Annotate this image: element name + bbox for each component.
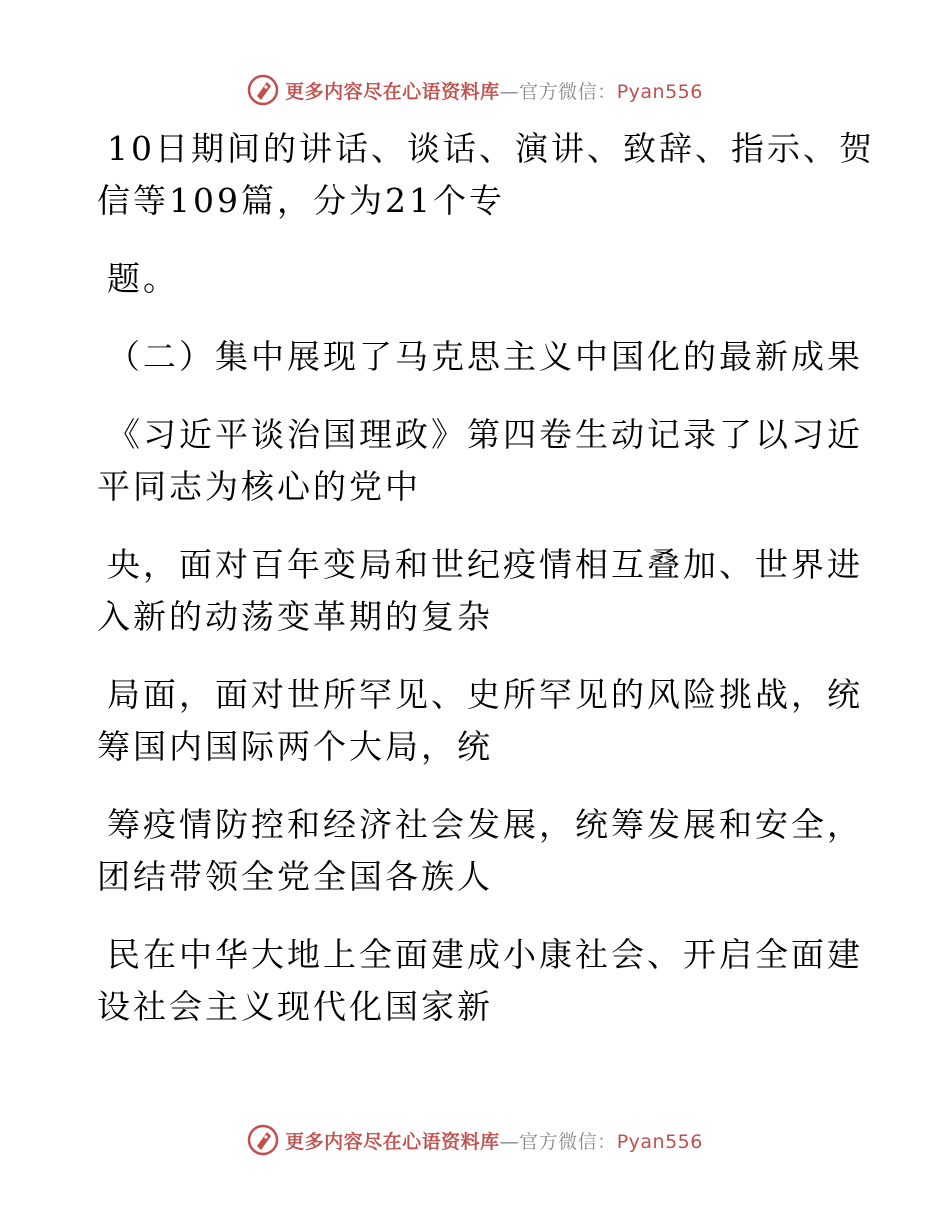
- pen-nib-logo-icon: [247, 74, 279, 106]
- text-line-13: 民在中华大地上全面建成小康社会、开启全面建: [107, 935, 863, 974]
- text-line-3: 题。: [107, 259, 179, 298]
- watermark-text: [285, 1127, 703, 1154]
- text-line-2: 信等109篇，分为21个专: [97, 181, 505, 220]
- watermark-text: [285, 77, 703, 104]
- section-heading: （二）集中展现了马克思主义中国化的最新成果: [107, 337, 863, 376]
- watermark-account: Pyan556: [616, 1130, 703, 1153]
- header-watermark: [0, 70, 950, 110]
- text-line-11: 筹疫情防控和经济社会发展，统筹发展和安全，: [107, 805, 863, 844]
- document-body: [97, 123, 875, 1033]
- watermark-separator: —: [499, 80, 520, 103]
- text-line-7: 央，面对百年变局和世纪疫情相互叠加、世界进: [107, 545, 863, 584]
- text-line-5: 《习近平谈治国理政》第四卷生动记录了以习近: [107, 415, 863, 454]
- text-line-10: 筹国内国际两个大局，统: [97, 727, 493, 766]
- watermark-official-label: 官方微信：: [519, 80, 617, 103]
- text-line-6: 平同志为核心的党中: [97, 467, 421, 506]
- footer-watermark: [0, 1120, 950, 1160]
- watermark-separator: —: [499, 1130, 520, 1153]
- text-line-8: 入新的动荡变革期的复杂: [97, 597, 493, 636]
- pen-nib-logo-icon: [247, 1124, 279, 1156]
- text-line-1: 10日期间的讲话、谈话、演讲、致辞、指示、贺: [107, 129, 875, 168]
- watermark-brand: 更多内容尽在心语资料库: [285, 80, 500, 103]
- text-line-9: 局面，面对世所罕见、史所罕见的风险挑战，统: [107, 675, 863, 714]
- watermark-account: Pyan556: [616, 80, 703, 103]
- text-line-14: 设社会主义现代化国家新: [97, 987, 493, 1026]
- watermark-official-label: 官方微信：: [519, 1130, 617, 1153]
- text-line-12: 团结带领全党全国各族人: [97, 857, 493, 896]
- watermark-brand: 更多内容尽在心语资料库: [285, 1130, 500, 1153]
